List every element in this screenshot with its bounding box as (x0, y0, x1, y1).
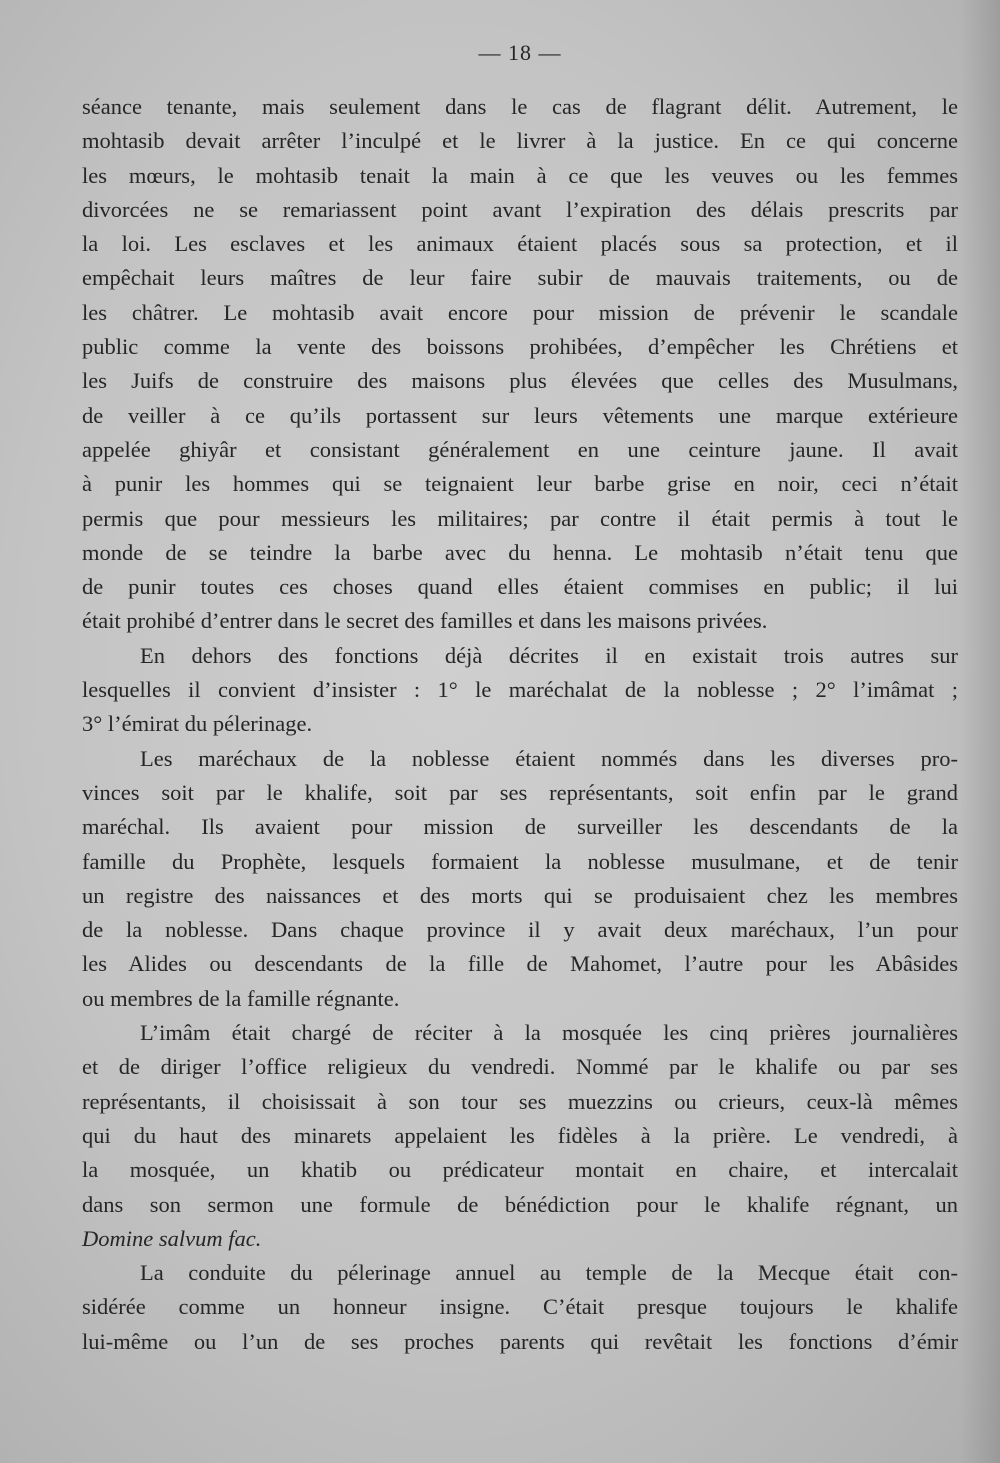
text-line: un registre des naissances et des morts qui se produisaient chez les membres (82, 882, 958, 908)
text-line: la mosquée, un khatib ou prédicateur montait en chaire, et intercalait (82, 1157, 958, 1183)
text-line: vinces soit par le khalife, soit par ses représentants, soit enfin par le grand (82, 779, 958, 805)
text-line: représentants, il choisissait à son tour ses muezzins ou crieurs, ceux-là mêmes (82, 1088, 958, 1114)
text-line: et de diriger l’office religieux du vendredi. Nommé par le khalife ou par ses (82, 1054, 958, 1080)
text-line: famille du Prophète, lesquels formaient la noblesse musulmane, et de tenir (82, 848, 958, 874)
page-edge-shadow (960, 0, 1000, 1463)
text-line: lesquelles il convient d’insister : 1° le maréchalat de la noblesse ; 2° l’imâmat ; (82, 677, 958, 703)
text-line: divorcées ne se remariassent point avant l’expiration des délais prescrits par (82, 196, 958, 222)
text-line: La conduite du pélerinage annuel au temple de la Mecque était con- (140, 1260, 958, 1286)
paragraph-pelerinage (82, 1256, 958, 1359)
body-text (82, 90, 958, 1359)
text-line: qui du haut des minarets appelaient les fidèles à la prière. Le vendredi, à (82, 1122, 958, 1148)
text-line (82, 1222, 958, 1256)
text-line: Les maréchaux de la noblesse étaient nommés dans les diverses pro- (140, 745, 958, 771)
text-line: lui-même ou l’un de ses proches parents qui revêtait les fonctions d’émir (82, 1328, 958, 1354)
text-line: les Alides ou descendants de la fille de Mahomet, l’autre pour les Abâsides (82, 951, 958, 977)
text-line: dans son sermon une formule de bénédiction pour le khalife régnant, un (82, 1191, 958, 1217)
text-line: En dehors des fonctions déjà décrites il en existait trois autres sur (140, 642, 958, 668)
text-line: L’imâm était chargé de réciter à la mosquée les cinq prières journalières (140, 1020, 958, 1046)
page-number: — 18 — (478, 40, 562, 65)
text-line: public comme la vente des boissons prohibées, d’empêcher les Chrétiens et (82, 334, 958, 360)
text-line: les châtrer. Le mohtasib avait encore pour mission de prévenir le scandale (82, 299, 958, 325)
text-line: maréchal. Ils avaient pour mission de surveiller les descendants de la (82, 814, 958, 840)
text-line: sidérée comme un honneur insigne. C’était presque toujours le khalife (82, 1294, 958, 1320)
text-line: monde de se teindre la barbe avec du henna. Le mohtasib n’était tenu que (82, 539, 958, 565)
text-line: permis que pour messieurs les militaires; par contre il était permis à tout le (82, 505, 958, 531)
text-line: à punir les hommes qui se teignaient leur barbe grise en noir, ceci n’était (82, 471, 958, 497)
italic-latin-phrase: Domine salvum fac. (82, 1225, 262, 1251)
text-line: séance tenante, mais seulement dans le cas de flagrant délit. Autrement, le (82, 94, 958, 119)
paragraph-mohtasib-duties (82, 90, 958, 639)
text-line: était prohibé d’entrer dans le secret des familles et dans les maisons privées. (82, 608, 768, 634)
text-line: mohtasib devait arrêter l’inculpé et le livrer à la justice. En ce qui concerne (82, 128, 958, 154)
paragraph-three-functions (82, 639, 958, 742)
text-line: 3° l’émirat du pélerinage. (82, 711, 313, 737)
text-line: de punir toutes ces choses quand elles étaient commises en public; il lui (82, 574, 958, 600)
text-line: ou membres de la famille régnante. (82, 985, 400, 1011)
text-line: de la noblesse. Dans chaque province il y avait deux maréchaux, l’un pour (82, 917, 958, 943)
text-line: empêchait leurs maîtres de leur faire subir de mauvais traitements, ou de (82, 265, 958, 291)
text-line: de veiller à ce qu’ils portassent sur leurs vêtements une marque extérieure (82, 402, 958, 428)
text-line: les mœurs, le mohtasib tenait la main à ce que les veuves ou les femmes (82, 162, 958, 188)
paragraph-imam (82, 1016, 958, 1256)
paragraph-marechaux (82, 742, 958, 1016)
text-line: la loi. Les esclaves et les animaux étaient placés sous sa protection, et il (82, 231, 958, 257)
text-line: appelée ghiyâr et consistant généralement en une ceinture jaune. Il avait (82, 436, 958, 462)
text-line: les Juifs de construire des maisons plus élevées que celles des Musulmans, (82, 368, 958, 394)
